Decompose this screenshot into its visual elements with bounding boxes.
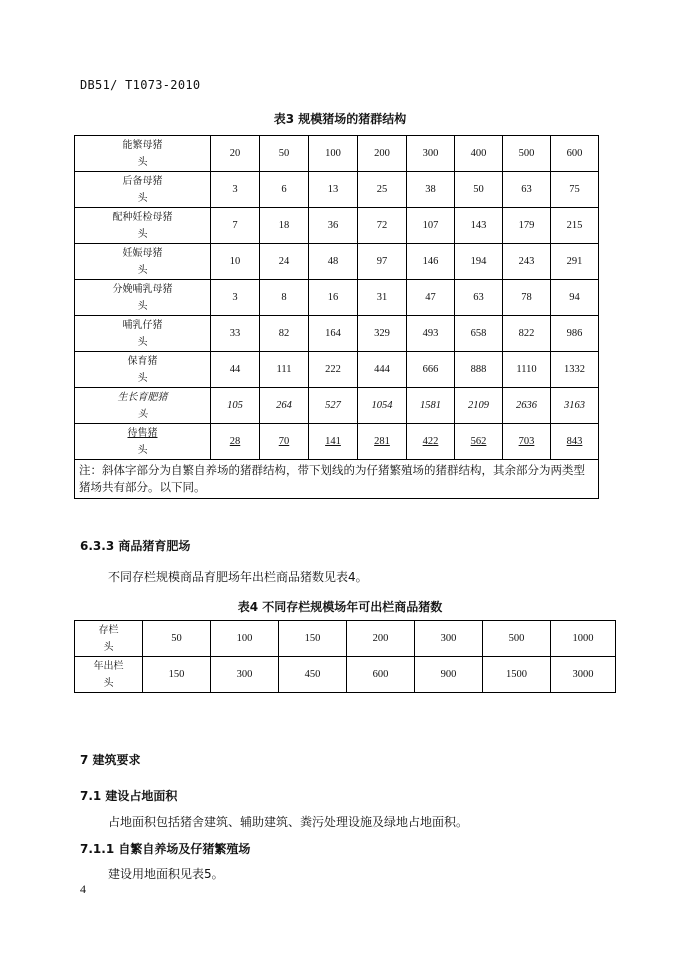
row-label-name: 配种妊检母猪: [112, 211, 173, 223]
table-cell: 25: [358, 172, 407, 208]
table-cell: 400: [455, 136, 503, 172]
table-cell: 179: [503, 208, 551, 244]
row-label-unit: 头: [137, 408, 148, 420]
table-cell: 291: [551, 244, 599, 280]
section-7-1-1-text: 建设用地面积见表5。: [108, 867, 224, 881]
table-cell: 38: [407, 172, 455, 208]
row-label: [75, 244, 211, 280]
page-number: 4: [80, 882, 86, 896]
table-cell: 3: [211, 280, 260, 316]
row-label: [75, 352, 211, 388]
row-label-unit: 头: [103, 641, 114, 653]
table-cell: 18: [260, 208, 309, 244]
table-cell: 1500: [483, 657, 551, 693]
table-cell: 36: [309, 208, 358, 244]
table-cell: 3163: [551, 388, 599, 424]
row-label-name: 后备母猪: [122, 175, 163, 187]
table-cell: 900: [415, 657, 483, 693]
table-cell: 843: [551, 424, 599, 460]
row-label: [75, 136, 211, 172]
table-cell: 50: [143, 621, 211, 657]
table-cell: 194: [455, 244, 503, 280]
table-cell: 20: [211, 136, 260, 172]
row-label-name: 分娩哺乳母猪: [112, 283, 173, 295]
table-cell: 500: [503, 136, 551, 172]
row-label-name: 生长育肥猪: [117, 391, 168, 403]
row-label: [75, 172, 211, 208]
table-cell: 822: [503, 316, 551, 352]
table-cell: 888: [455, 352, 503, 388]
table-cell: 243: [503, 244, 551, 280]
table-cell: 300: [415, 621, 483, 657]
row-label-unit: 头: [137, 192, 148, 204]
row-label-unit: 头: [137, 336, 148, 348]
table-cell: 72: [358, 208, 407, 244]
table-cell: 48: [309, 244, 358, 280]
table-row: [75, 657, 616, 693]
table-cell: 450: [279, 657, 347, 693]
table-cell: 164: [309, 316, 358, 352]
row-label-unit: 头: [137, 156, 148, 168]
row-label-unit: 头: [103, 677, 114, 689]
table-cell: 215: [551, 208, 599, 244]
row-label-name: 待售猪: [127, 427, 158, 439]
table-cell: 527: [309, 388, 358, 424]
section-7-1-1-heading: 7.1.1 自繁自养场及仔猪繁殖场: [80, 842, 251, 856]
table-cell: 2109: [455, 388, 503, 424]
row-label-unit: 头: [137, 228, 148, 240]
table-cell: 13: [309, 172, 358, 208]
section-6-3-3-heading: 6.3.3 商品猪育肥场: [80, 539, 191, 553]
row-label: [75, 657, 143, 693]
table-cell: 329: [358, 316, 407, 352]
table-cell: 1110: [503, 352, 551, 388]
table-cell: 33: [211, 316, 260, 352]
table-row: [75, 280, 599, 316]
table-cell: 63: [455, 280, 503, 316]
table3-caption: 表3 规模猪场的猪群结构: [273, 112, 407, 126]
table-cell: 1332: [551, 352, 599, 388]
table-cell: 50: [260, 136, 309, 172]
table-cell: 8: [260, 280, 309, 316]
table-cell: 986: [551, 316, 599, 352]
table-cell: 666: [407, 352, 455, 388]
row-label: [75, 621, 143, 657]
table-cell: 111: [260, 352, 309, 388]
row-label-name: 妊娠母猪: [122, 247, 163, 259]
table-row: [75, 621, 616, 657]
table-cell: 1581: [407, 388, 455, 424]
table-cell: 493: [407, 316, 455, 352]
table-cell: 3000: [551, 657, 616, 693]
row-label-unit: 头: [137, 300, 148, 312]
table-row: [75, 424, 599, 460]
row-label-unit: 头: [137, 444, 148, 456]
table-cell: 50: [455, 172, 503, 208]
table-row: [75, 244, 599, 280]
table-cell: 6: [260, 172, 309, 208]
row-label: [75, 208, 211, 244]
section-7-1-text: 占地面积包括猪舍建筑、辅助建筑、粪污处理设施及绿地占地面积。: [108, 815, 469, 829]
table-note: 注：斜体字部分为自繁自养场的猪群结构，带下划线的为仔猪繁殖场的猪群结构，其余部分为两类型猪场共有部分。以下同。: [75, 460, 599, 499]
row-label: [75, 388, 211, 424]
table-cell: 422: [407, 424, 455, 460]
table-row: [75, 208, 599, 244]
row-label-name: 存栏: [98, 624, 119, 636]
row-label: [75, 280, 211, 316]
table-cell: 500: [483, 621, 551, 657]
table-cell: 658: [455, 316, 503, 352]
row-label-name: 年出栏: [93, 660, 124, 672]
table-row: [75, 316, 599, 352]
table-cell: 63: [503, 172, 551, 208]
table-cell: 78: [503, 280, 551, 316]
table-cell: 107: [407, 208, 455, 244]
table-cell: 222: [309, 352, 358, 388]
table-cell: 600: [551, 136, 599, 172]
table-cell: 264: [260, 388, 309, 424]
table-cell: 97: [358, 244, 407, 280]
table-cell: 200: [358, 136, 407, 172]
table-cell: 703: [503, 424, 551, 460]
table-cell: 1000: [551, 621, 616, 657]
table-cell: 28: [211, 424, 260, 460]
table-cell: 47: [407, 280, 455, 316]
table-row: [75, 352, 599, 388]
table-cell: 444: [358, 352, 407, 388]
table-cell: 70: [260, 424, 309, 460]
table-cell: 31: [358, 280, 407, 316]
table-cell: 44: [211, 352, 260, 388]
table-cell: 82: [260, 316, 309, 352]
section-6-3-3-text: 不同存栏规模商品育肥场年出栏商品猪数见表4。: [108, 570, 368, 584]
row-label: [75, 316, 211, 352]
table-cell: 281: [358, 424, 407, 460]
table-row: [75, 388, 599, 424]
row-label-name: 保育猪: [127, 355, 158, 367]
table-cell: 143: [455, 208, 503, 244]
table-cell: 562: [455, 424, 503, 460]
table-cell: 94: [551, 280, 599, 316]
table-row: [75, 136, 599, 172]
table-cell: 150: [143, 657, 211, 693]
table-cell: 146: [407, 244, 455, 280]
table-cell: 300: [211, 657, 279, 693]
row-label-name: 哺乳仔猪: [122, 319, 163, 331]
table-note-row: [75, 460, 599, 499]
row-label-name: 能繁母猪: [122, 139, 163, 151]
document-id: DB51/ T1073-2010: [80, 78, 201, 92]
table4: [74, 620, 616, 693]
table-row: [75, 172, 599, 208]
table-cell: 2636: [503, 388, 551, 424]
table-cell: 300: [407, 136, 455, 172]
table-cell: 100: [309, 136, 358, 172]
table-cell: 24: [260, 244, 309, 280]
table-cell: 100: [211, 621, 279, 657]
section-7-1-heading: 7.1 建设占地面积: [80, 789, 178, 803]
table-cell: 200: [347, 621, 415, 657]
table-cell: 150: [279, 621, 347, 657]
table3: [74, 135, 599, 499]
table-cell: 3: [211, 172, 260, 208]
table-cell: 10: [211, 244, 260, 280]
table-cell: 1054: [358, 388, 407, 424]
table-cell: 16: [309, 280, 358, 316]
table-cell: 7: [211, 208, 260, 244]
table-cell: 75: [551, 172, 599, 208]
table-cell: 141: [309, 424, 358, 460]
row-label: [75, 424, 211, 460]
row-label-unit: 头: [137, 264, 148, 276]
row-label-unit: 头: [137, 372, 148, 384]
table-cell: 600: [347, 657, 415, 693]
section-7-heading: 7 建筑要求: [80, 753, 141, 767]
table4-caption: 表4 不同存栏规模场年可出栏商品猪数: [237, 600, 443, 614]
table-cell: 105: [211, 388, 260, 424]
